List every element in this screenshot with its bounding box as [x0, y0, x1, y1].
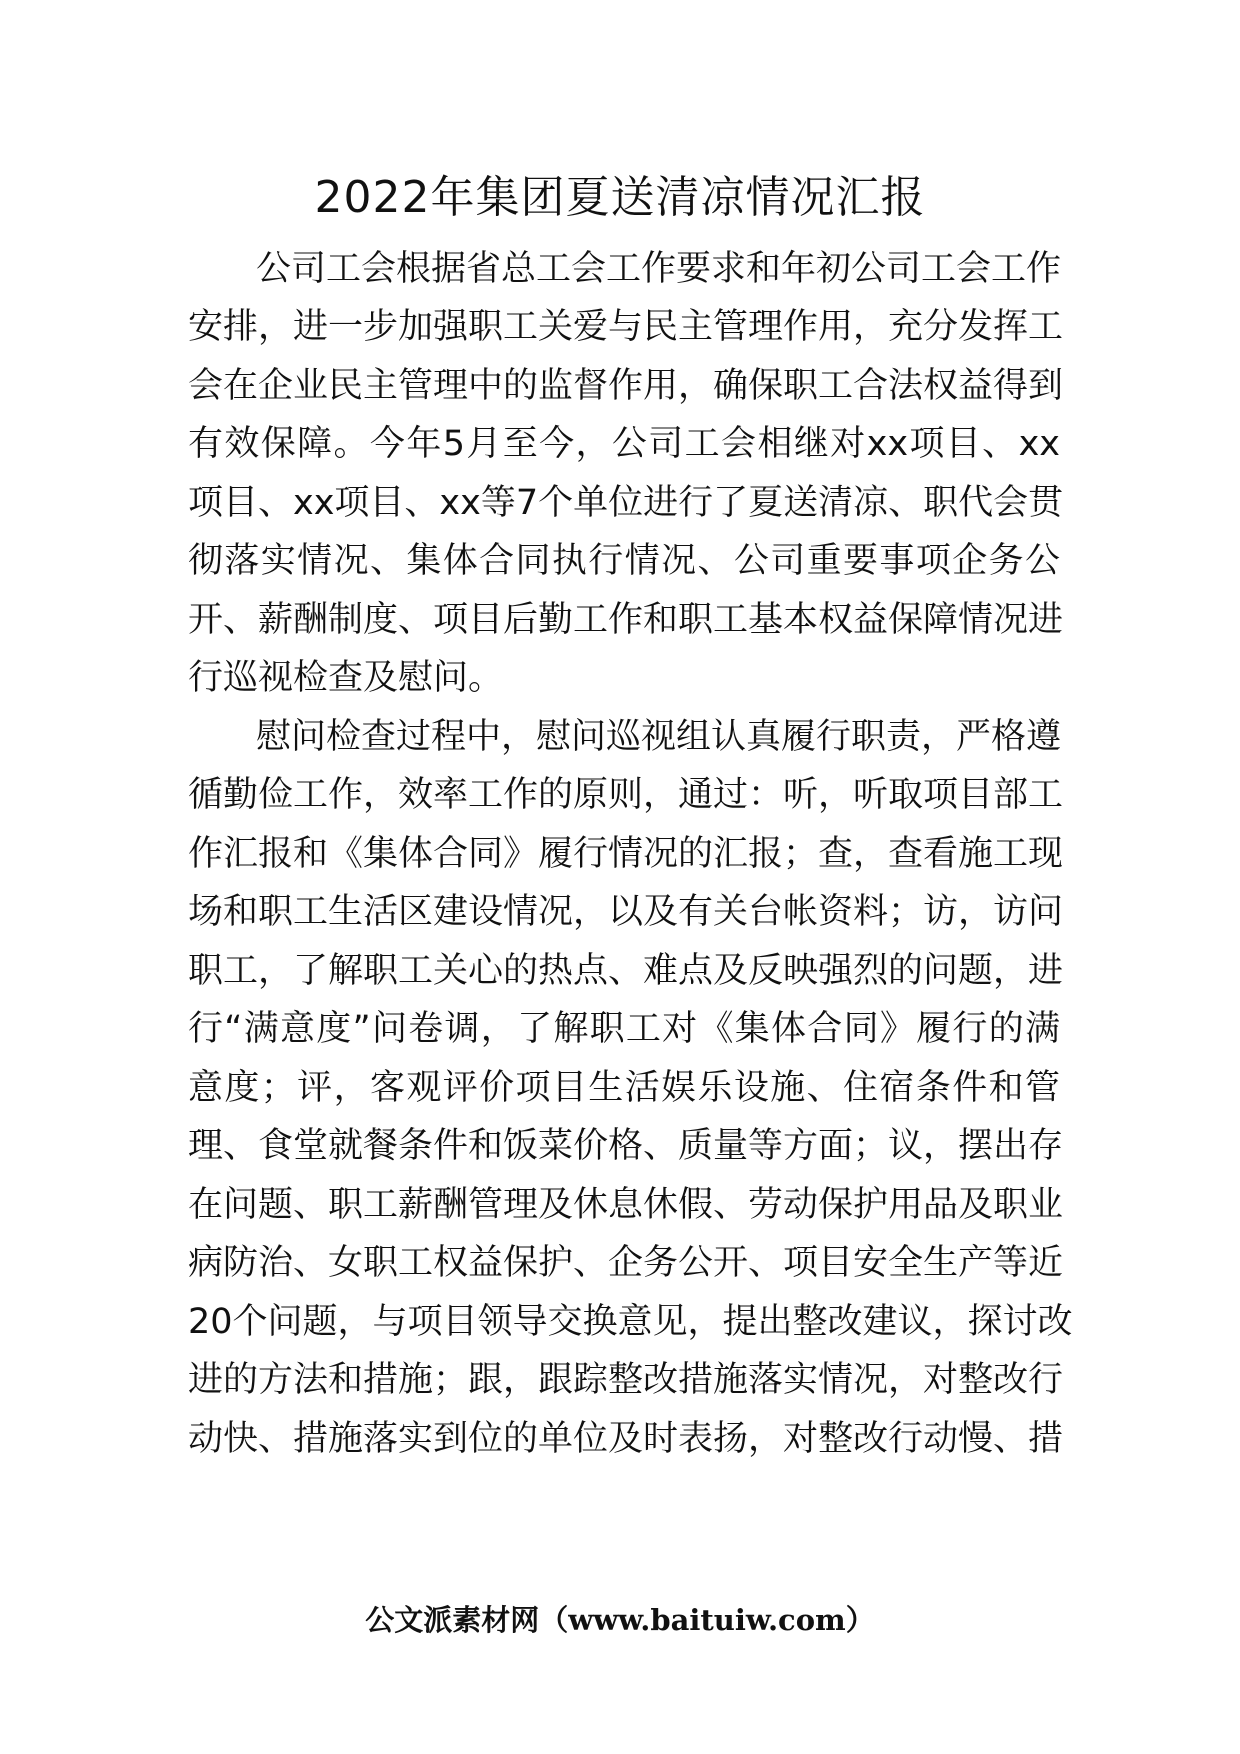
paragraph-1-line-2: 安排，进一步加强职工关爱与民主管理作用，充分发挥工 — [188, 307, 1064, 347]
paragraph-1-line-4: 有效保障。今年5月至今，公司工会相继对xx项目、xx — [188, 424, 1060, 464]
paragraph-2-line-11: 20个问题，与项目领导交换意见，提出整改建议，探讨改 — [188, 1302, 1073, 1342]
paragraph-2-line-13: 动快、措施落实到位的单位及时表扬，对整改行动慢、措 — [188, 1419, 1064, 1459]
paragraph-2-line-9: 在问题、职工薪酬管理及休息休假、劳动保护用品及职业 — [188, 1185, 1064, 1225]
paragraph-1-line-5: 项目、xx项目、xx等7个单位进行了夏送清凉、职代会贯 — [188, 483, 1064, 523]
paragraph-2-line-4: 场和职工生活区建设情况，以及有关台帐资料；访，访问 — [188, 892, 1064, 932]
paragraph-1-line-8: 行巡视检查及慰问。 — [188, 658, 504, 698]
paragraph-2-line-10: 病防治、女职工权益保护、企务公开、项目安全生产等近 — [188, 1243, 1064, 1283]
paragraph-2-line-6: 行“满意度”问卷调，了解职工对《集体合同》履行的满 — [188, 1009, 1060, 1049]
paragraph-2-line-8: 理、食堂就餐条件和饭菜价格、质量等方面；议，摆出存 — [188, 1126, 1064, 1166]
paragraph-2-line-1: 慰问检查过程中，慰问巡视组认真履行职责，严格遵 — [256, 717, 1062, 757]
footer-watermark: 公文派素材网（www.baituiw.com） — [365, 1603, 875, 1637]
paragraph-2-line-7: 意度；评，客观评价项目生活娱乐设施、住宿条件和管 — [188, 1068, 1060, 1108]
paragraph-1-line-6: 彻落实情况、集体合同执行情况、公司重要事项企务公 — [188, 541, 1060, 581]
paragraph-2-line-12: 进的方法和措施；跟，跟踪整改措施落实情况，对整改行 — [188, 1360, 1064, 1400]
document-title: 2022年集团夏送清凉情况汇报 — [314, 172, 926, 223]
paragraph-1-line-1: 公司工会根据省总工会工作要求和年初公司工会工作 — [256, 249, 1062, 289]
paragraph-2-line-3: 作汇报和《集体合同》履行情况的汇报；查，查看施工现 — [188, 834, 1064, 874]
paragraph-1-line-3: 会在企业民主管理中的监督作用，确保职工合法权益得到 — [188, 366, 1064, 406]
paragraph-1-line-7: 开、薪酬制度、项目后勤工作和职工基本权益保障情况进 — [188, 600, 1064, 640]
paragraph-2-line-2: 循勤俭工作，效率工作的原则，通过：听，听取项目部工 — [188, 775, 1064, 815]
paragraph-2-line-5: 职工，了解职工关心的热点、难点及反映强烈的问题，进 — [188, 951, 1064, 991]
